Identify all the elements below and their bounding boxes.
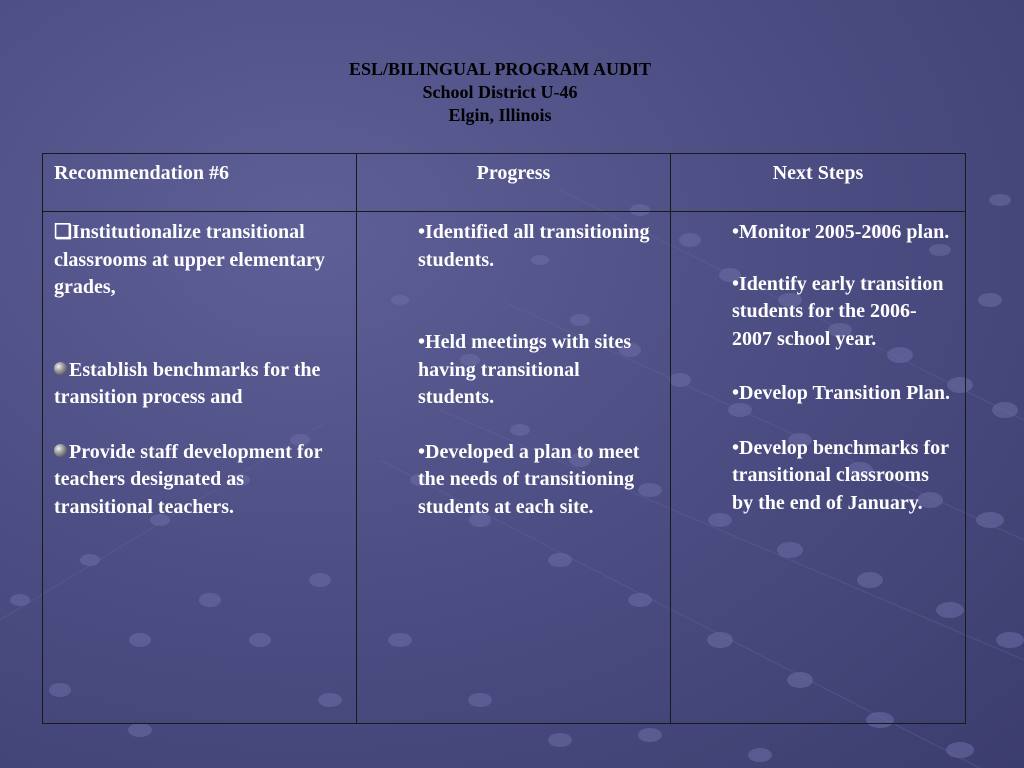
title-line-2: School District U-46 xyxy=(422,82,578,102)
title-line-1: ESL/BILINGUAL PROGRAM AUDIT xyxy=(348,59,652,79)
next-step-text: Identify early transition students for the 2006-2007 school year. xyxy=(732,272,944,350)
bullet-dot-icon: • xyxy=(418,440,426,463)
recommendation-item xyxy=(54,357,345,412)
recommendation-text: Provide staff development for teachers designated as transitional teachers. xyxy=(54,440,323,518)
bullet-dot-icon: • xyxy=(418,221,426,243)
bullet-dot-icon: • xyxy=(418,331,426,353)
next-step-item xyxy=(732,380,951,408)
bullet-dot-icon: • xyxy=(732,221,740,243)
progress-item xyxy=(418,439,659,522)
sphere-bullet-icon xyxy=(54,362,67,375)
table-header-row xyxy=(43,154,966,212)
header-progress: Progress xyxy=(357,154,671,212)
table-row xyxy=(43,212,966,724)
recommendation-text: Establish benchmarks for the transition process and xyxy=(54,358,321,408)
progress-cell xyxy=(357,212,671,724)
header-next-steps: Next Steps xyxy=(671,154,966,212)
bullet-dot-icon: • xyxy=(732,382,740,404)
next-step-text: Develop Transition Plan. xyxy=(739,382,950,404)
progress-text: Held meetings with sites having transitional students. xyxy=(418,331,632,408)
recommendation-cell xyxy=(43,212,357,724)
next-step-text: Develop benchmarks for transitional classrooms by the end of January. xyxy=(732,436,949,514)
bullet-dot-icon: • xyxy=(732,272,740,295)
audit-table xyxy=(42,153,966,724)
recommendation-item xyxy=(54,439,345,522)
progress-item xyxy=(418,219,659,274)
header-recommendation: Recommendation #6 xyxy=(43,154,357,212)
progress-text: Developed a plan to meet the needs of transitioning students at each site. xyxy=(418,440,640,518)
next-step-item xyxy=(732,271,951,354)
checkbox-square-icon: ❑ xyxy=(54,221,72,243)
sphere-bullet-icon xyxy=(54,444,67,457)
bullet-dot-icon: • xyxy=(732,436,740,459)
slide-title xyxy=(0,58,1000,127)
next-step-text: Monitor 2005-2006 plan. xyxy=(739,221,950,243)
next-step-item xyxy=(732,219,951,247)
recommendation-text: Institutionalize transitional classrooms at upper elementary grades, xyxy=(54,221,325,298)
next-step-item xyxy=(732,435,951,518)
progress-text: Identified all transitioning students. xyxy=(418,221,650,271)
next-steps-cell xyxy=(671,212,966,724)
recommendation-item xyxy=(54,219,345,302)
progress-item xyxy=(418,329,659,412)
title-line-3: Elgin, Illinois xyxy=(448,105,552,125)
